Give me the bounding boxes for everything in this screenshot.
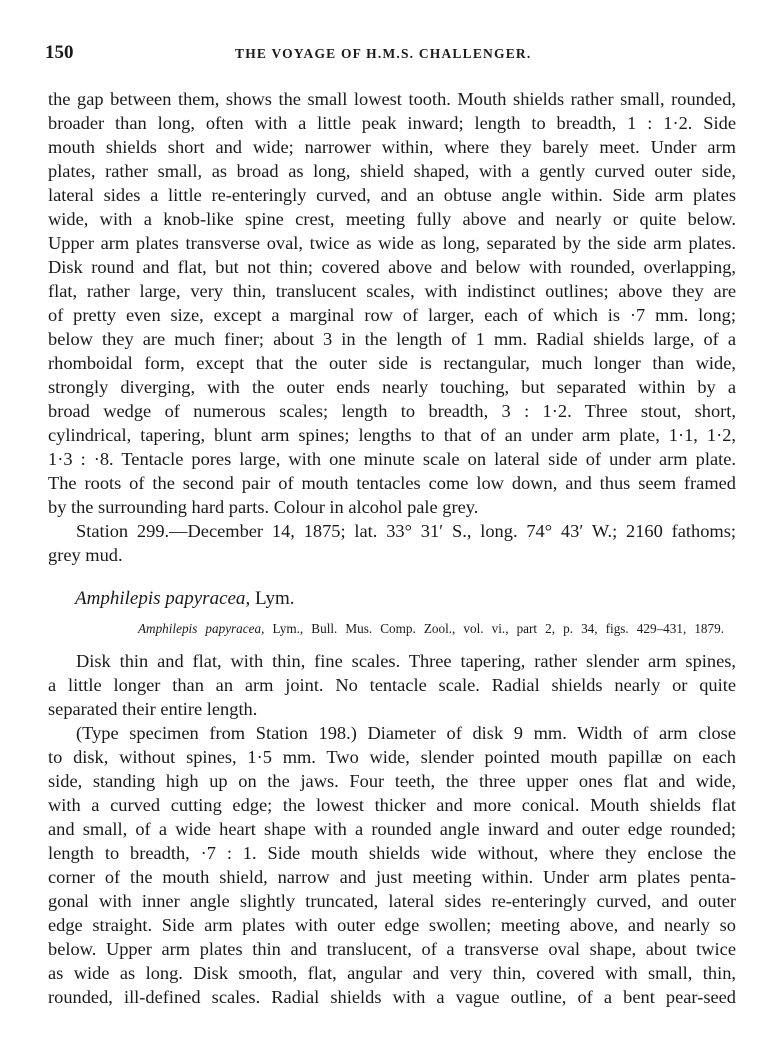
citation-species-name: Amphilepis papyracea bbox=[138, 621, 262, 636]
text-line: Station 299.—December 14, 1875; lat. 33° 31′ S., long. 74° 43′ W.; 2160 fathoms; bbox=[76, 521, 736, 541]
text-line: The roots of the second pair of mouth tentacles come low down, and thus seem framed bbox=[48, 473, 736, 493]
text-line: with a curved cutting edge; the lowest thicker and more conical. Mouth shields flat bbox=[48, 795, 736, 815]
text-line: rounded, ill-defined scales. Radial shields with a vague outline, of a bent pear-seed bbox=[48, 987, 736, 1007]
text-line: edge straight. Side arm plates with outer edge swollen; meeting above, and nearly so bbox=[48, 915, 736, 935]
text-line: to disk, without spines, 1·5 mm. Two wide, slender pointed mouth papillæ on each bbox=[48, 747, 736, 767]
text-line: Disk round and flat, but not thin; covered above and below with rounded, overlapping, bbox=[48, 257, 736, 277]
text-line: flat, rather large, very thin, translucent scales, with indistinct outlines; above they are bbox=[48, 281, 736, 301]
species-authority: , Lym. bbox=[245, 588, 295, 609]
text-line: (Type specimen from Station 198.) Diameter of disk 9 mm. Width of arm close bbox=[76, 723, 736, 743]
text-line: Upper arm plates transverse oval, twice as wide as long, separated by the side arm plates. bbox=[48, 233, 736, 253]
text-line: the gap between them, shows the small lowest tooth. Mouth shields rather small, rounded, bbox=[48, 89, 736, 109]
text-line: plates, rather small, as broad as long, shield shaped, with a gently curved outer side, bbox=[48, 161, 736, 181]
text-line: below. Upper arm plates thin and translucent, of a transverse oval shape, about twice bbox=[48, 939, 736, 959]
text-line: rhomboidal form, except that the outer side is rectangular, much longer than wide, bbox=[48, 353, 736, 373]
text-line: length to breadth, ·7 : 1. Side mouth shields wide without, where they enclose the bbox=[48, 843, 736, 863]
text-line: side, standing high up on the jaws. Four teeth, the three upper ones flat and wide, bbox=[48, 771, 736, 791]
text-line: as wide as long. Disk smooth, flat, angular and very thin, covered with small, thin, bbox=[48, 963, 736, 983]
text-line: of pretty even size, except a marginal row of larger, each of which is ·7 mm. long; bbox=[48, 305, 736, 325]
text-line: a little longer than an arm joint. No tentacle scale. Radial shields nearly or quite bbox=[48, 675, 736, 695]
page-number: 150 bbox=[45, 42, 74, 63]
species-name: Amphilepis papyracea bbox=[75, 588, 246, 609]
species-heading bbox=[75, 588, 295, 610]
text-line: mouth shields short and wide; narrower within, where they barely meet. Under arm bbox=[48, 137, 736, 157]
page-header bbox=[45, 42, 745, 68]
text-line: broad wedge of numerous scales; length to breadth, 3 : 1·2. Three stout, short, bbox=[48, 401, 736, 421]
text-line: corner of the mouth shield, narrow and just meeting within. Under arm plates penta- bbox=[48, 867, 736, 887]
text-line: by the surrounding hard parts. Colour in alcohol pale grey. bbox=[48, 497, 479, 517]
text-line: and small, of a wide heart shape with a rounded angle inward and outer edge rounded; bbox=[48, 819, 736, 839]
text-line: Disk thin and flat, with thin, fine scales. Three tapering, rather slender arm spines, bbox=[76, 651, 736, 671]
species-citation bbox=[138, 621, 724, 637]
text-line: broader than long, often with a little peak inward; length to breadth, 1 : 1·2. Side bbox=[48, 113, 736, 133]
text-line: wide, with a knob-like spine crest, meeting fully above and nearly or quite below. bbox=[48, 209, 736, 229]
text-line: gonal with inner angle slightly truncated, lateral sides re-enteringly curved, and outer bbox=[48, 891, 736, 911]
text-line: lateral sides a little re-enteringly curved, and an obtuse angle within. Side arm plates bbox=[48, 185, 736, 205]
citation-reference: , Lym., Bull. Mus. Comp. Zool., vol. vi., part 2, p. 34, figs. 429–431, 1879. bbox=[261, 621, 724, 636]
text-line: strongly diverging, with the outer ends nearly touching, but separated within by a bbox=[48, 377, 736, 397]
text-line: cylindrical, tapering, blunt arm spines; lengths to that of an under arm plate, 1·1, 1·2, bbox=[48, 425, 736, 445]
running-head: THE VOYAGE OF H.M.S. CHALLENGER. bbox=[235, 46, 532, 61]
text-line: grey mud. bbox=[48, 545, 123, 565]
text-line: 1·3 : ·8. Tentacle pores large, with one minute scale on lateral side of under arm plate. bbox=[48, 449, 736, 469]
text-line: separated their entire length. bbox=[48, 699, 258, 719]
text-line: below they are much finer; about 3 in the length of 1 mm. Radial shields large, of a bbox=[48, 329, 736, 349]
